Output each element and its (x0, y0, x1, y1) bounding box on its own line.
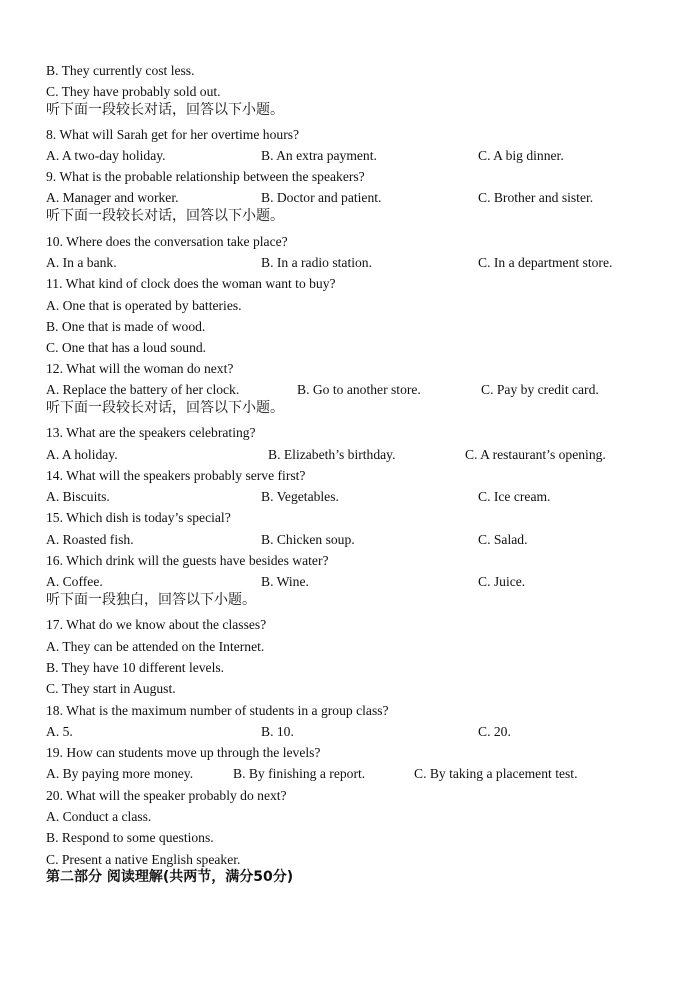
option-c: C. A restaurant’s opening. (465, 447, 606, 462)
option-line: A. Conduct a class. (46, 809, 152, 824)
question-19: 19. How can students move up through the levels? (46, 745, 321, 760)
option-b: B. Elizabeth’s birthday. (268, 447, 396, 462)
option-b: B. An extra payment. (261, 148, 377, 163)
option-a: A. Biscuits. (46, 489, 110, 504)
option-line: B. One that is made of wood. (46, 319, 206, 334)
option-b: B. Chicken soup. (261, 532, 355, 547)
options-row-15 (46, 531, 666, 548)
option-line: A. They can be attended on the Internet. (46, 639, 265, 654)
option-c: C. Ice cream. (478, 489, 551, 504)
question-14: 14. What will the speakers probably serve first? (46, 468, 306, 483)
section-instruction: 听下面一段独白，回答以下小题。 (46, 592, 256, 608)
option-a: A. Coffee. (46, 574, 103, 589)
option-a: A. Manager and worker. (46, 190, 179, 205)
option-line: C. They have probably sold out. (46, 84, 221, 99)
section-instruction: 听下面一段较长对话，回答以下小题。 (46, 400, 284, 416)
question-11: 11. What kind of clock does the woman want to buy? (46, 276, 336, 291)
option-b: B. In a radio station. (261, 255, 372, 270)
option-line: B. They currently cost less. (46, 63, 195, 78)
question-17: 17. What do we know about the classes? (46, 617, 267, 632)
options-row-19 (46, 765, 666, 782)
option-c: C. Brother and sister. (478, 190, 594, 205)
question-13: 13. What are the speakers celebrating? (46, 425, 256, 440)
option-c: C. Juice. (478, 574, 526, 589)
question-10: 10. Where does the conversation take place? (46, 234, 288, 249)
option-line: C. They start in August. (46, 681, 176, 696)
options-row-12 (46, 381, 666, 398)
question-16: 16. Which drink will the guests have besides water? (46, 553, 329, 568)
option-line: A. One that is operated by batteries. (46, 298, 242, 313)
option-b: B. Go to another store. (297, 382, 421, 397)
section-instruction: 听下面一段较长对话，回答以下小题。 (46, 102, 284, 118)
option-line: B. They have 10 different levels. (46, 660, 225, 675)
option-c: C. A big dinner. (478, 148, 564, 163)
option-b: B. Doctor and patient. (261, 190, 382, 205)
option-a: A. 5. (46, 724, 73, 739)
option-c: C. 20. (478, 724, 511, 739)
option-c: C. In a department store. (478, 255, 613, 270)
option-line: C. Present a native English speaker. (46, 852, 241, 867)
option-line: C. One that has a loud sound. (46, 340, 207, 355)
option-c: C. Pay by credit card. (481, 382, 599, 397)
option-b: B. Vegetables. (261, 489, 339, 504)
question-20: 20. What will the speaker probably do next? (46, 788, 287, 803)
option-b: B. 10. (261, 724, 294, 739)
question-15: 15. Which dish is today’s special? (46, 510, 231, 525)
option-b: B. Wine. (261, 574, 309, 589)
option-a: A. A two-day holiday. (46, 148, 166, 163)
option-a: A. Roasted fish. (46, 532, 134, 547)
question-9: 9. What is the probable relationship between the speakers? (46, 169, 365, 184)
option-line: B. Respond to some questions. (46, 830, 214, 845)
option-a: A. In a bank. (46, 255, 117, 270)
options-row-13 (46, 446, 666, 463)
option-a: A. A holiday. (46, 447, 118, 462)
options-row-14 (46, 488, 666, 505)
section-instruction: 听下面一段较长对话，回答以下小题。 (46, 208, 284, 224)
question-12: 12. What will the woman do next? (46, 361, 234, 376)
question-18: 18. What is the maximum number of students in a group class? (46, 703, 389, 718)
part-two-heading: 第二部分 阅读理解(共两节，满分50分) (46, 869, 294, 885)
options-row-16 (46, 573, 666, 590)
option-b: B. By finishing a report. (233, 766, 366, 781)
option-c: C. Salad. (478, 532, 528, 547)
option-a: A. Replace the battery of her clock. (46, 382, 240, 397)
option-c: C. By taking a placement test. (414, 766, 578, 781)
options-row-10 (46, 254, 666, 271)
question-8: 8. What will Sarah get for her overtime hours? (46, 127, 300, 142)
option-a: A. By paying more money. (46, 766, 194, 781)
options-row-9 (46, 189, 666, 206)
options-row-18 (46, 723, 666, 740)
options-row-8 (46, 147, 666, 164)
